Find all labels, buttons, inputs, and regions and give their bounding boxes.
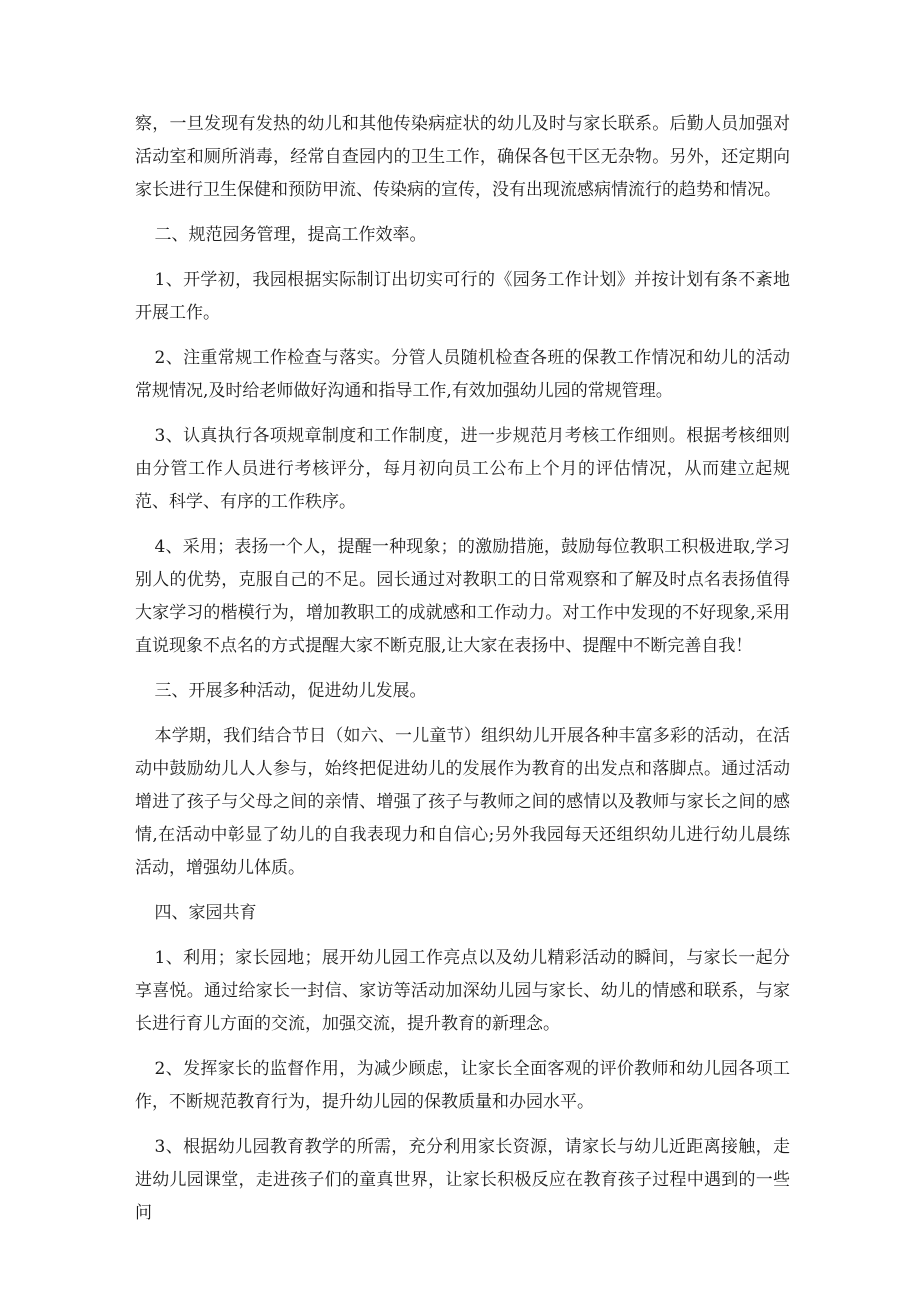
section-heading-2: 二、规范园务管理，提高工作效率。 (154, 225, 427, 245)
paragraph-item-2-2: 2、注重常规工作检查与落实。分管人员随机检查各班的保教工作情况和幼儿的活动常规情况,及时给老师做好沟通和指导工作,有效加强幼儿园的常规管理。 (135, 348, 790, 401)
paragraph-item-2-3: 3、认真执行各项规章制度和工作制度，进一步规范月考核工作细则。根据考核细则由分管工作人员进行考核评分，每月初向员工公布上个月的评估情况，从而建立起规范、科学、有序的工作秩序。 (135, 426, 790, 512)
paragraph-item-4-1: 1、利用；家长园地；展开幼儿园工作亮点以及幼儿精彩活动的瞬间，与家长一起分享喜悦。通过给家长一封信、家访等活动加深幼儿园与家长、幼儿的情感和联系，与家长进行育儿方面的交流，加强交流，提升教育的新理念。 (135, 948, 790, 1034)
paragraph-item-4-2: 2、发挥家长的监督作用，为减少顾虑，让家长全面客观的评价教师和幼儿园各项工作，不断规范教育行为，提升幼儿园的保教质量和办园水平。 (135, 1059, 790, 1112)
document-body (135, 108, 790, 1242)
paragraph-item-2-1: 1、开学初，我园根据实际制订出切实可行的《园务工作计划》并按计划有条不紊地开展工作。 (135, 270, 790, 323)
paragraph-item-4-3: 3、根据幼儿园教育教学的所需，充分利用家长资源，请家长与幼儿近距离接触，走进幼儿园课堂，走进孩子们的童真世界，让家长积极反应在教育孩子过程中遇到的一些问 (135, 1137, 790, 1223)
section-heading-3: 三、开展多种活动，促进幼儿发展。 (154, 681, 427, 701)
paragraph-section-3: 本学期，我们结合节日（如六、一儿童节）组织幼儿开展各种丰富多彩的活动，在活动中鼓励幼儿人人参与，始终把促进幼儿的发展作为教育的出发点和落脚点。通过活动增进了孩子与父母之间的亲情、增强了孩子与教师之间的感情以及教师与家长之间的感情,在活动中彰显了幼儿的自我表现力和自信心;另外我园每天还组织幼儿进行幼儿晨练活动，增强幼儿体质。 (135, 726, 790, 878)
paragraph-item-2-4: 4、采用；表扬一个人，提醒一种现象；的激励措施，鼓励每位教职工积极进取,学习别人的优势，克服自己的不足。园长通过对教职工的日常观察和了解及时点名表扬值得大家学习的楷模行为，增加教职工的成就感和工作动力。对工作中发现的不好现象,采用直说现象不点名的方式提醒大家不断克服,让大家在表扬中、提醒中不断完善自我！ (135, 537, 790, 656)
paragraph-continuation: 察，一旦发现有发热的幼儿和其他传染病症状的幼儿及时与家长联系。后勤人员加强对活动室和厕所消毒，经常自查园内的卫生工作，确保各包干区无杂物。另外，还定期向家长进行卫生保健和预防甲流、传染病的宣传，没有出现流感病情流行的趋势和情况。 (135, 114, 790, 200)
section-heading-4: 四、家园共育 (154, 903, 257, 923)
